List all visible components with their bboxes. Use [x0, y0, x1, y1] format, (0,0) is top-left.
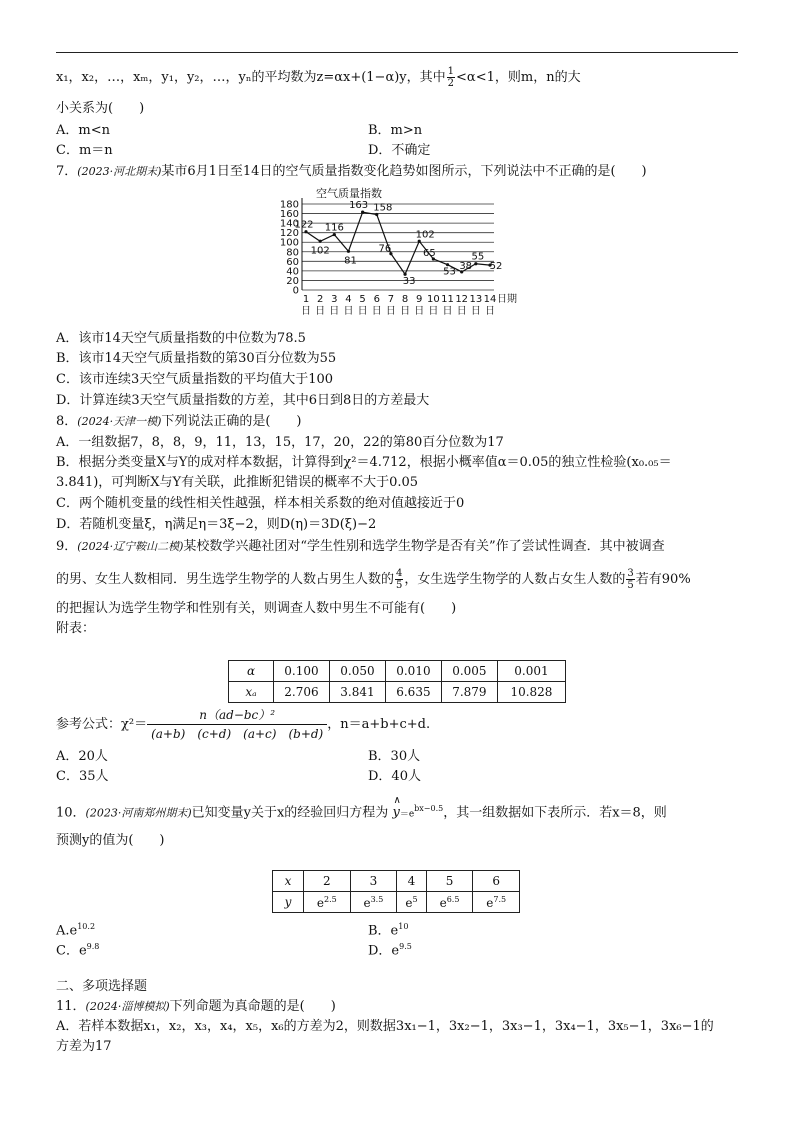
x-tick-label: 10: [427, 294, 440, 305]
q10-option-b: B．$e^{10}$: [368, 922, 409, 939]
table-row: xₐ 2.706 3.841 6.635 7.879 10.828: [229, 682, 566, 703]
x-tick-label: 5: [359, 294, 366, 305]
q10-stem-line2: 预测y的值为( ): [56, 833, 165, 848]
data-label: 122: [294, 219, 314, 231]
x-tick-day: 日: [343, 306, 354, 317]
x-tick-day: 日: [400, 306, 411, 317]
x-tick-label: 8: [401, 294, 409, 305]
table-row: x 2 3 4 5 6: [273, 871, 520, 892]
x-tick-day: 日: [371, 306, 382, 317]
q7-source: (2023·河北期末): [77, 165, 162, 178]
x-tick-day: 日: [470, 306, 481, 317]
x-axis-label: 日期: [497, 294, 517, 305]
x-tick-day: 日: [315, 306, 326, 317]
q10-regression-equation: ∧ y: [392, 795, 401, 821]
chart-title: 空气质量指数: [316, 187, 382, 200]
x-tick-label: 7: [387, 294, 395, 305]
x-tick-label: 2: [316, 294, 324, 305]
q6-fraction: $\frac{1}{2}$: [447, 66, 455, 89]
y-tick-label: 60: [286, 256, 299, 268]
q7-stem: 7．(2023·河北期末)某市6月1日至14日的空气质量指数变化趋势如图所示，下列说法中不正确的是( ): [56, 164, 647, 179]
section-title: 二、多项选择题: [56, 979, 148, 994]
q7-option-b: B．该市14天空气质量指数的第30百分位数为55: [56, 351, 337, 366]
data-label: 33: [402, 276, 416, 288]
x-tick-day: 日: [357, 306, 368, 317]
x-tick-label: 6: [373, 294, 380, 305]
q6-option-a: A．m<n: [56, 123, 110, 138]
q8-option-a: A．一组数据7，8，8，9，11，13，15，17，20，22的第80百分位数为17: [56, 435, 504, 450]
q10-data-table: [272, 870, 520, 913]
x-tick-day: 日: [414, 306, 425, 317]
q9-stem-line3: 的把握认为选学生物学和性别有关，则调查人数中男生不可能有( ): [56, 601, 457, 616]
x-tick-label: 1: [302, 294, 310, 305]
x-tick-label: 13: [469, 294, 483, 305]
data-label: 116: [324, 222, 344, 234]
y-tick-label: 0: [292, 285, 299, 297]
x-tick-label: 11: [441, 294, 454, 305]
q9-option-a: A．20人: [56, 749, 108, 764]
table-row: y $e^{2.5}$ $e^{3.5}$ $e^5$ $e^{6.5}$ $e^{7.5}$: [273, 892, 520, 913]
air-quality-chart: [262, 184, 524, 320]
x-tick-day: 日: [329, 306, 340, 317]
header-rule: [56, 52, 738, 53]
q7-option-d: D．计算连续3天空气质量指数的方差，其中6日到8日的方差最大: [56, 393, 430, 408]
data-label: 81: [344, 255, 357, 267]
q6-option-b: B．m>n: [368, 123, 423, 138]
x-tick-label: 3: [331, 294, 338, 305]
q11-option-a-line1: A．若样本数据x₁，x₂，x₃，x₄，x₅，x₆的方差为2，则数据3x₁−1，3x₂−1，3x₃−1，3x₄−1，3x₅−1，3x₆−1的: [56, 1019, 714, 1034]
q7-option-a: A．该市14天空气质量指数的中位数为78.5: [56, 331, 306, 346]
q8-option-b-line2: 3.841)，可判断X与Y有关联，此推断犯错误的概率不大于0.05: [56, 475, 419, 490]
y-tick-label: 100: [279, 237, 299, 249]
q9-fraction-male: $\frac{4}{5}$: [396, 568, 403, 591]
q11-source: (2024·淄博模拟): [85, 1000, 170, 1013]
q9-fraction-female: $\frac{3}{5}$: [627, 568, 634, 591]
q10-option-a: $A.e^{10.2}$: [56, 922, 96, 939]
q9-option-c: C．35人: [56, 769, 109, 784]
data-label: 102: [415, 229, 435, 241]
q8-option-b-line1: B．根据分类变量X与Y的成对样本数据，计算得到χ²＝4.712，根据小概率值α＝0.05的独立性检验(x₀.₀₅＝: [56, 455, 672, 470]
q9-source: (2024·辽宁鞍山二模): [77, 540, 184, 553]
data-label: 163: [349, 200, 369, 212]
y-tick-label: 80: [286, 247, 299, 259]
q9-stem-line1: 9．(2024·辽宁鞍山二模)某校数学兴趣社团对“学生性别和选学生物学是否有关”作了尝试性调查．其中被调查: [56, 539, 665, 554]
data-label: 53: [443, 266, 456, 278]
q9-stem-line2: 的男、女生人数相同．男生选学生物学的人数占男生人数的 $\frac{4}{5}$ ，女生选学生物学的人数占女生人数的 $\frac{3}{5}$ 若有90%: [56, 568, 691, 591]
y-tick-label: 140: [279, 218, 299, 230]
q11-option-a-line2: 方差为17: [56, 1039, 112, 1054]
data-point: [347, 250, 350, 253]
q6-line1: [56, 66, 581, 89]
x-tick-day: 日: [442, 306, 453, 317]
x-tick-label: 12: [455, 294, 469, 305]
q9-appendix-label: 附表：: [56, 621, 96, 636]
q8-stem: 8．(2024·天津一模)下列说法正确的是( ): [56, 414, 302, 429]
x-tick-day: 日: [385, 306, 396, 317]
x-tick-day: 日: [456, 306, 467, 317]
x-tick-label: 14: [483, 294, 497, 305]
q6-line2: 小关系为( ): [56, 101, 145, 116]
q11-stem: 11．(2024·淄博模拟)下列命题为真命题的是( ): [56, 999, 336, 1014]
x-tick-label: 4: [345, 294, 352, 305]
q6-option-d: D．不确定: [368, 143, 431, 158]
y-tick-label: 40: [286, 266, 299, 278]
q10-stem-line1: 10．(2023·河南郑州期末)已知变量y关于x的经验回归方程为 ∧ $y=e^{bx-0.5}$，其一组数据如下表所示．若x＝8，则: [56, 795, 667, 821]
q10-source: (2023·河南郑州期末): [85, 806, 192, 820]
table-row: α 0.100 0.050 0.010 0.005 0.001: [229, 661, 566, 682]
y-tick-label: 120: [279, 228, 299, 240]
x-tick-day: 日: [485, 306, 495, 317]
q10-option-c: C．$e^{9.8}$: [56, 942, 100, 959]
data-label: 55: [471, 251, 485, 263]
q6-line1-after: <α<1，则m，n的大: [456, 70, 581, 85]
data-label: 158: [373, 202, 393, 214]
q7-option-c: C．该市连续3天空气质量指数的平均值大于100: [56, 372, 334, 387]
data-label: 76: [378, 243, 392, 255]
q9-formula-fraction: $\frac{\text{n（ad−bc）²}}{(a+b) (c+d) (a+c) (b+d)}$: [147, 706, 327, 743]
q8-option-c: C．两个随机变量的线性相关性越强，样本相关系数的绝对值越接近于0: [56, 496, 465, 511]
q9-option-d: D．40人: [368, 769, 421, 784]
q8-source: (2024·天津一模): [77, 415, 162, 428]
data-label: 102: [310, 245, 330, 257]
y-tick-label: 160: [279, 209, 299, 221]
q9-option-b: B．30人: [368, 749, 421, 764]
q6-line1-text: x₁，x₂，…，xₘ，y₁，y₂，…，yₙ的平均数为z=αx+(1−α)y，其中: [56, 70, 446, 85]
x-tick-day: 日: [428, 306, 439, 317]
data-label: 38: [459, 260, 473, 272]
y-tick-label: 20: [286, 275, 299, 287]
q9-critical-value-table: [228, 660, 566, 703]
data-point: [319, 240, 322, 243]
q10-option-d: D．$e^{9.5}$: [368, 942, 412, 959]
q6-option-c: C．m＝n: [56, 143, 113, 158]
data-label: 65: [423, 247, 436, 259]
q8-option-d: D．若随机变量ξ，η满足η＝3ξ−2，则D(η)＝3D(ξ)−2: [56, 517, 377, 532]
y-tick-label: 180: [279, 199, 299, 211]
q9-formula: 参考公式：χ²＝ $\frac{\text{n（ad−bc）²}}{(a+b) (c+d) (a+c) (b+d)}$ ，n＝a+b+c+d.: [56, 708, 431, 741]
data-label: 52: [489, 261, 503, 273]
x-tick-label: 9: [416, 294, 423, 305]
x-tick-day: 日: [301, 306, 311, 317]
